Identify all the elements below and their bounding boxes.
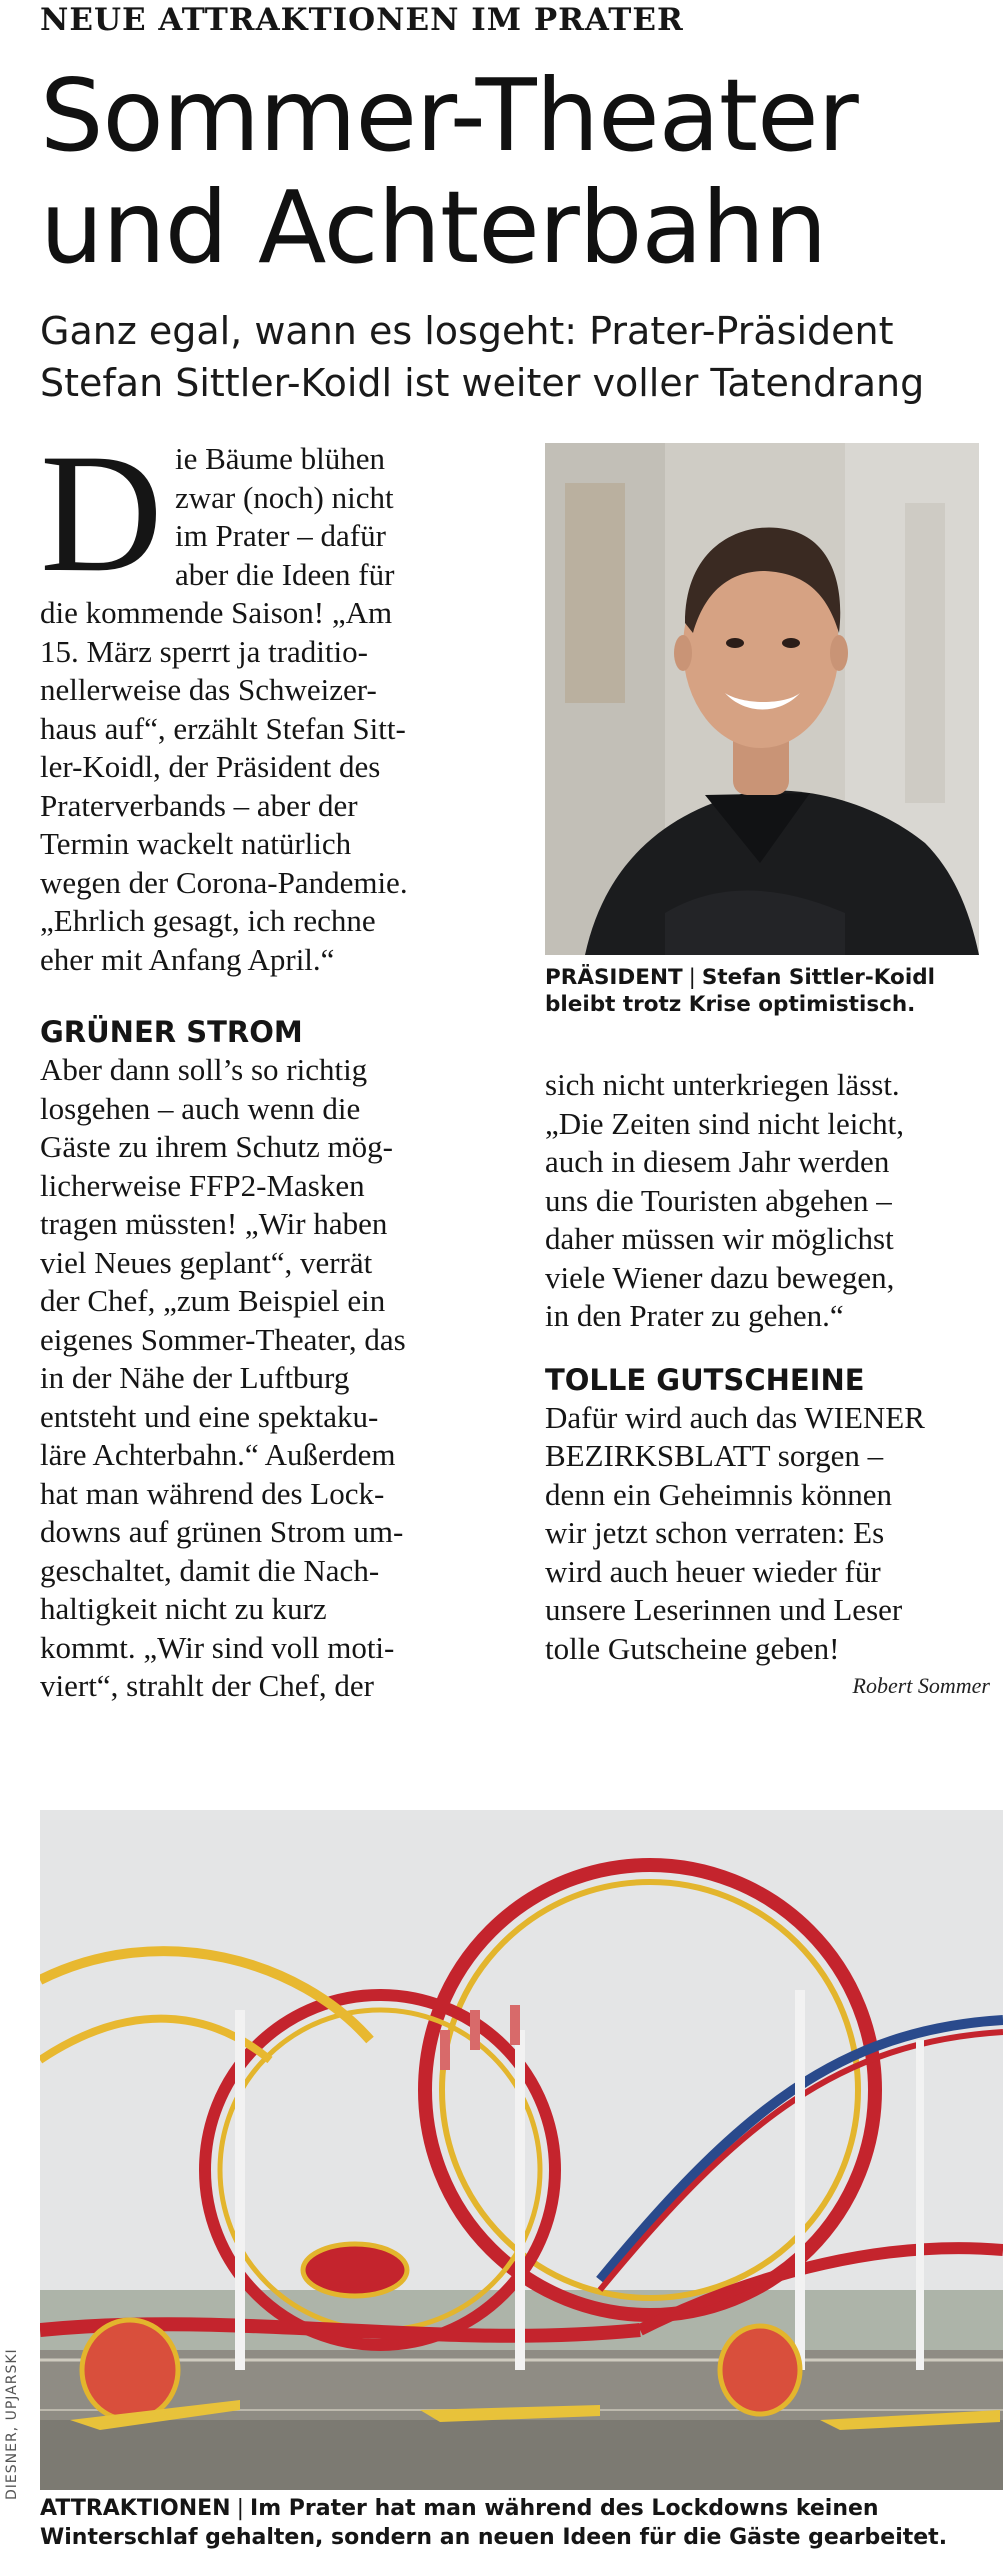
body-line: viel Neues geplant“, verrät <box>40 1244 373 1280</box>
subhead-line: Ganz egal, wann es losgeht: Prater-Präsident <box>40 309 894 353</box>
body-line: auch in diesem Jahr werden <box>545 1144 890 1179</box>
section-heading-gruener-strom: GRÜNER STROM <box>40 1015 303 1049</box>
paragraph-gruener-strom <box>40 1051 496 1706</box>
body-line: die kommende Saison! „Am <box>40 595 393 630</box>
body-line: uns die Touristen abgehen – <box>545 1182 892 1218</box>
body-line: zwar (noch) nicht <box>175 479 394 515</box>
paragraph-tolle-gutscheine <box>545 1399 990 1669</box>
author-byline: Robert Sommer <box>852 1673 990 1698</box>
body-line: geschaltet, damit die Nach- <box>40 1552 380 1588</box>
body-line: viele Wiener dazu bewegen, <box>545 1259 895 1295</box>
body-line: Dafür wird auch das WIENER <box>545 1399 925 1435</box>
body-line: wegen der Corona-Pandemie. <box>40 864 408 900</box>
body-line: licherweise FFP2-Masken <box>40 1167 365 1203</box>
body-line: ler-Koidl, der Präsident des <box>40 749 381 784</box>
kicker: NEUE ATTRAKTIONEN IM PRATER <box>40 2 684 38</box>
body-line: haus auf“, erzählt Stefan Sitt- <box>40 710 406 746</box>
body-line: „Die Zeiten sind nicht leicht, <box>545 1105 904 1141</box>
caption-text: Stefan Sittler-Koidl <box>701 965 935 990</box>
photo-credit: DIESNER, UPJARSKI <box>4 2348 20 2500</box>
body-line: Termin wackelt natürlich <box>40 826 352 861</box>
body-line: sich nicht unterkriegen lässt. <box>545 1067 900 1102</box>
portrait-caption <box>545 964 985 1018</box>
body-line: Praterverbands – aber der <box>40 787 358 823</box>
body-line: Aber dann soll’s so richtig <box>40 1052 368 1087</box>
body-line: läre Achterbahn.“ Außerdem <box>40 1437 396 1472</box>
body-line: im Prater – dafür <box>175 518 386 553</box>
headline <box>40 57 990 286</box>
caption-line: Winterschlaf gehalten, sondern an neuen Ideen für die Gäste gearbeitet. <box>40 2525 948 2550</box>
intro-paragraph <box>40 419 496 979</box>
body-line: downs auf grünen Strom um- <box>40 1514 404 1549</box>
body-line: wird auch heuer wieder für <box>545 1553 881 1589</box>
body-line: in den Prater zu gehen.“ <box>545 1298 844 1333</box>
caption-separator: | <box>236 2496 245 2521</box>
paragraph-continued <box>545 1066 990 1336</box>
body-line: kommt. „Wir sind voll moti- <box>40 1629 395 1665</box>
body-line: eigenes Sommer-Theater, das <box>40 1321 406 1357</box>
left-column <box>40 419 496 1706</box>
caption-line <box>545 964 985 991</box>
body-line: BEZIRKSBLATT sorgen – <box>545 1438 884 1473</box>
subhead-line: Stefan Sittler-Koidl ist weiter voller Tatendrang <box>40 361 925 405</box>
body-line: 15. März sperrt ja traditio- <box>40 633 368 669</box>
caption-label: ATTRAKTIONEN <box>40 2496 231 2521</box>
body-line: hat man während des Lock- <box>40 1475 385 1511</box>
drop-cap: D <box>40 419 163 607</box>
portrait-photo <box>545 443 979 955</box>
body-line: der Chef, „zum Beispiel ein <box>40 1283 386 1318</box>
roller-coaster-illustration <box>40 1810 1003 2490</box>
section-heading-tolle-gutscheine: TOLLE GUTSCHEINE <box>545 1362 865 1397</box>
body-line: „Ehrlich gesagt, ich rechne <box>40 903 376 938</box>
caption-text: Im Prater hat man während des Lockdowns keinen <box>250 2496 879 2521</box>
body-line: Gäste zu ihrem Schutz mög- <box>40 1129 393 1164</box>
body-line: unsere Leserinnen und Leser <box>545 1592 903 1627</box>
caption-line: bleibt trotz Krise optimistisch. <box>545 992 916 1017</box>
portrait-illustration <box>545 443 979 955</box>
subheadline <box>40 305 990 409</box>
caption-line <box>40 2494 1003 2523</box>
body-line: nellerweise das Schweizer- <box>40 672 377 707</box>
body-line: denn ein Geheimnis können <box>545 1476 892 1512</box>
right-column <box>545 1066 990 1704</box>
body-line: losgehen – auch wenn die <box>40 1090 361 1126</box>
roller-coaster-caption <box>40 2494 1003 2552</box>
body-line: in der Nähe der Luftburg <box>40 1360 350 1395</box>
body-line: tolle Gutscheine geben! <box>545 1630 840 1666</box>
body-line: aber die Ideen für <box>175 556 395 592</box>
headline-line: Sommer-Theater <box>40 57 858 174</box>
body-line: wir jetzt schon verraten: Es <box>545 1515 885 1550</box>
body-line: ie Bäume blühen <box>175 441 386 476</box>
roller-coaster-photo <box>40 1810 1003 2490</box>
body-line: daher müssen wir möglichst <box>545 1221 894 1256</box>
body-line: tragen müssten! „Wir haben <box>40 1206 388 1241</box>
caption-label: PRÄSIDENT <box>545 965 683 990</box>
body-line: haltigkeit nicht zu kurz <box>40 1591 327 1626</box>
body-line: entsteht und eine spektaku- <box>40 1398 379 1434</box>
body-line: eher mit Anfang April.“ <box>40 941 335 977</box>
headline-line: und Achterbahn <box>40 169 827 286</box>
caption-separator: | <box>688 965 696 990</box>
body-line: viert“, strahlt der Chef, der <box>40 1668 374 1703</box>
